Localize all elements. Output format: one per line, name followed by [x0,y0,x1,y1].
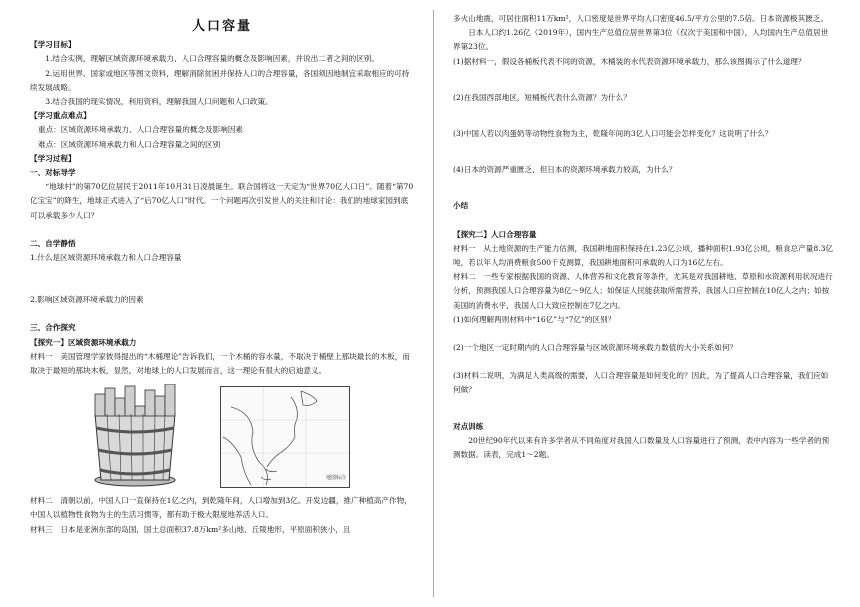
figure-row [30,380,414,490]
section-heading: 一、对标导学 [30,168,76,178]
question: (4)日本的资源严重匮乏，但日本的资源环境承载力较高，为什么？ [453,165,677,175]
japan-map-image [220,386,350,488]
material-text: 多火山地震，可居住面积11万km²，人口密度是世界平均人口密度46.5/平方公里的7.5倍。日本资源极其匮乏。 [453,14,828,23]
question: 1.什么是区域资源环境承载力和人口合理容量 [30,253,182,263]
section-heading: 三、合作探究 [30,323,76,333]
material-text: 日本人口约1.26亿（2019年），国内生产总值位居世界第3位（仅次于美国和中国），人均国内生产总值居世界第23位。 [453,28,829,52]
goals-heading: 【学习目标】 [30,40,76,50]
question: (1)据材料一，假设各桶板代表不同的资源，木桶装的水代表资源环境承载力，那么该图揭示了什么道理？ [453,56,806,66]
explore-heading: 【探究二】人口合理容量 [453,229,537,239]
material-text: 材料三 日本是亚洲东部的岛国，国土总面积37.8万km²多山地、丘陵地形，平原面积狭小，且 [30,524,351,534]
material-text: 材料一 美国管理学家彼得提出的“木桶理论”告诉我们，一个木桶的容水量，不取决于桶壁上那块最长的木板，而取决于最短的那块木板，显然，对地球上的人口发展而言，这一理论有很大的启迪意义。 [30,351,410,376]
explore-heading: 【探究一】区域资源环境承载力 [30,337,137,347]
practice-heading: 对点训练 [453,421,484,431]
material-text: 材料一 从土地资源的生产能力估测，我国耕地面积保持在1.23亿公顷，播种面积1.93亿公顷，粮食总产量8.3亿吨，若以年人均消费粮食500千克测算，我国耕地面积可承载的人口为16亿左右。 [453,243,834,268]
intro-text: “地球村”的第70亿位居民于2011年10月31日凌晨诞生。联合国将这一天定为“世界70亿人口日”。随着“第70亿宝宝”的降生，地球正式进入了“后70亿人口”时代。一个问题再次引发世人的关注和讨论：我们的地球家园到底可以承载多少人口？ [30,182,414,220]
wooden-bucket-image [75,384,195,488]
key-points-heading: 【学习重点难点】 [30,111,91,121]
question: (1)如何理解两则材料中“16亿”与“7亿”的区别？ [453,314,616,324]
left-column [30,0,414,537]
key-point: 重点：区域资源环境承载力、人口合理容量的概念及影响因素 [38,125,244,135]
section-heading: 二、自学静悟 [30,238,76,248]
map-caption: 地图标注 [325,475,346,482]
key-point: 难点：区域资源环境承载力和人口合理容量之间的区别 [38,139,221,149]
page-title: 人口容量 [191,19,252,34]
question: (2)在我国西部地区，短桶板代表什么资源？为什么？ [453,92,631,102]
question: 2.影响区域资源环境承载力的因素 [30,295,144,305]
process-heading: 【学习过程】 [30,153,76,163]
question: (3)材料二说明，为满足人类高级的需要，人口合理容量是如何变化的？因此，为了提高人口合理容量，我们应如何做？ [453,371,829,395]
question: (2)一个地区一定时期内的人口合理容量与区域资源环境承载力数值的大小关系如何？ [453,343,738,353]
goal-item: 3.结合我国的现实情况，利用资料，理解我国人口问题和人口政策。 [45,97,273,107]
summary-heading: 小结 [453,201,469,211]
right-column [453,12,833,462]
question: (3)中国人若以肉蛋奶等动物性食物为主，乾隆年间的3亿人口可能会怎样变化？这说明了什么？ [453,129,773,139]
column-divider [433,10,434,597]
goal-item: 1.结合实例，理解区域资源环境承载力、人口合理容量的概念及影响因素，并说出二者之间的区别。 [45,54,379,64]
goal-item: 2.运用世界、国家或地区等图文资料，理解消除贫困并保持人口的合理容量，各国须因地制宜采取相应的可持续发展战略。 [30,68,410,92]
material-text: 材料二 清朝以前，中国人口一直保持在1亿之内，到乾隆年间，人口增加到3亿。开发边疆，推广种植高产作物，中国人以植物性食物为主的生活习惯等，都有助于极大限度地养活人口。 [30,496,412,520]
material-text: 材料二 一些专家根据我国的资源、人体营养和文化教育等条件，尤其是对我国耕地、草原和水资源利用状况进行分析，预测我国人口合理容量为8亿～9亿人；如保证人民能获取所需营养，我国人口应控制在10亿人之内；如按美国的消费水平，我国人口大致应控制在7亿之内。 [453,272,833,310]
practice-text: 20世纪90年代以来有许多学者从不同角度对我国人口数量及人口容量进行了预测，表中内容为一些学者的预测数据。读表，完成1～2题。 [453,435,830,460]
